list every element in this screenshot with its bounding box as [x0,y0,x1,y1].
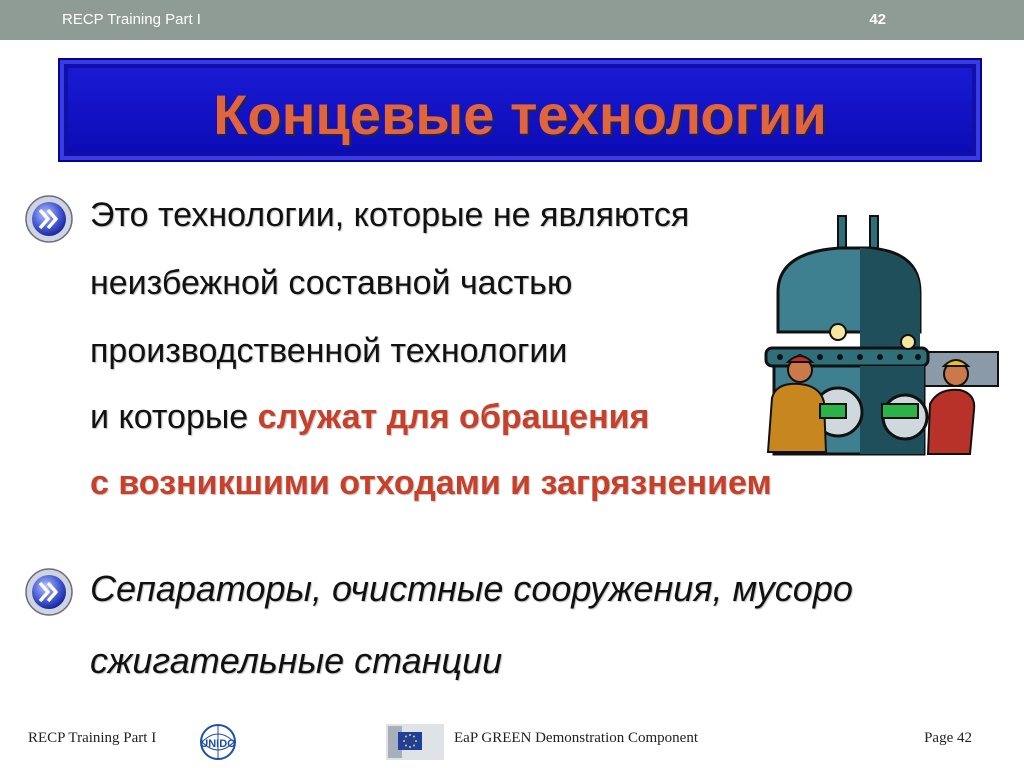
bullet1-line1: Это технологии, которые не являются [90,196,690,234]
footer-left-text: RECP Training Part I [28,730,157,746]
bullet1-line4-highlight: служат для обращения [257,398,650,436]
double-chevron-bullet-icon [24,194,74,244]
footer-middle-text: EaP GREEN Demonstration Component [454,730,698,746]
title-banner [58,58,982,162]
european-commission-logo-icon [384,720,446,764]
slide-number: 42 [869,11,886,28]
unido-logo-text: UNIDO [200,738,236,750]
bullet1-line4-plain: и которые [90,398,258,436]
bullet1-line5-highlight: с возникшими отходами и загрязнением [90,464,772,502]
footer-page-number: Page 42 [924,730,972,746]
bullet1-line2: неизбежной составной частью [90,264,573,302]
double-chevron-bullet-icon [24,567,74,617]
unido-logo-icon [193,722,243,762]
header-title: RECP Training Part I [62,11,201,28]
slide-title: Концевые технологии [213,83,827,146]
footer [0,720,1024,768]
bullet1-line3: производственной технологии [90,332,568,370]
workers-at-tank-illustration [760,212,1000,458]
bullet1-line4 [90,398,649,437]
bullet2-line2: сжигательные станции [90,640,503,681]
header-bar [0,0,1024,40]
bullet2-line1: Сепараторы, очистные сооружения, мусоро [90,568,853,609]
